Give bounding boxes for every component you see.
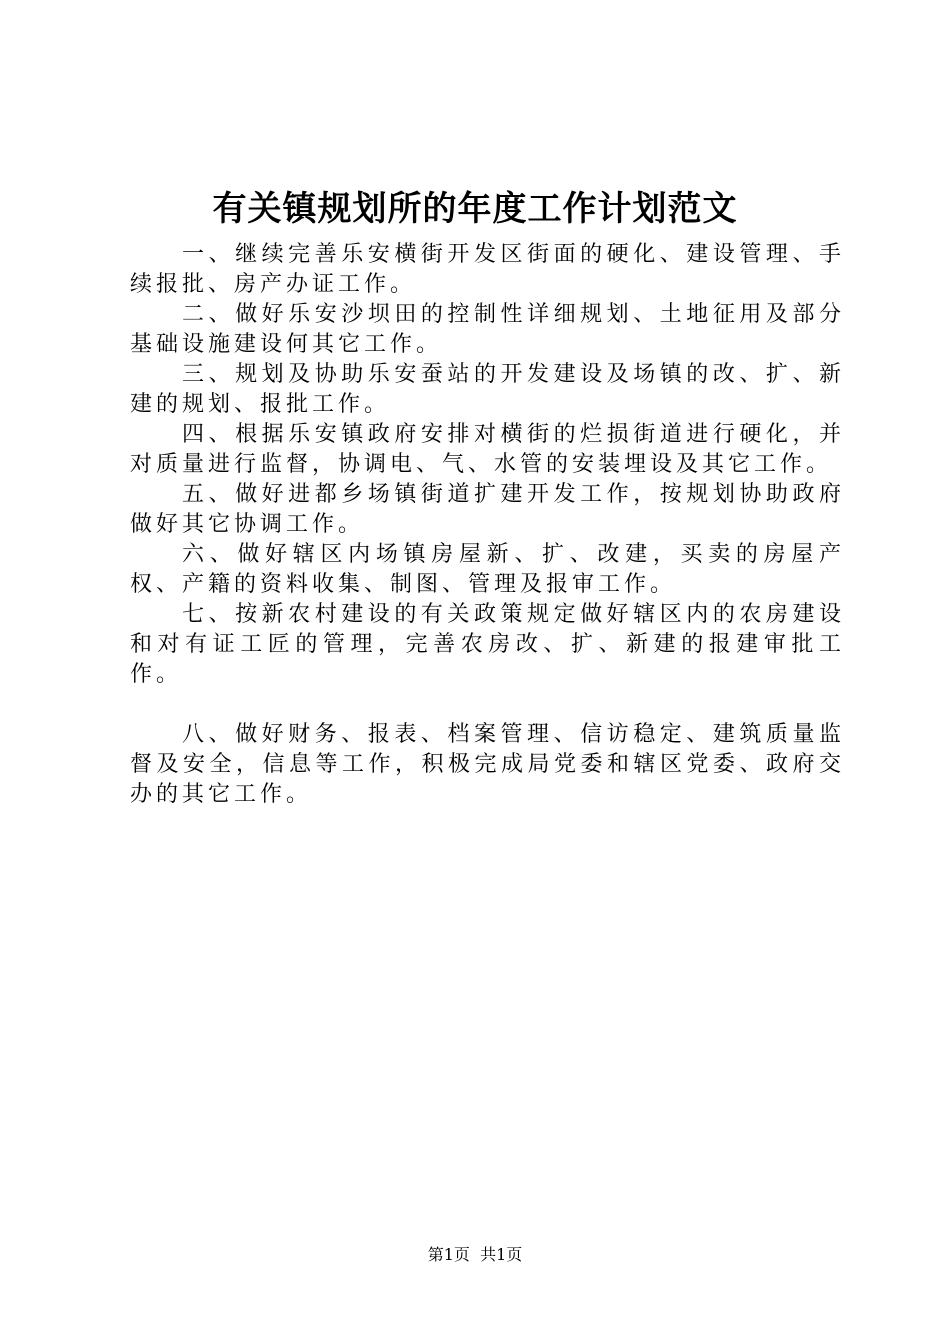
paragraph-7: 七、按新农村建设的有关政策规定做好辖区内的农房建设和对有证工匠的管理，完善农房改、扩、新建的报建审批工作。 <box>130 602 845 687</box>
document-body <box>130 240 845 810</box>
paragraph-8: 八、做好财务、报表、档案管理、信访稳定、建筑质量监督及安全，信息等工作，积极完成局党委和辖区党委、政府交办的其它工作。 <box>130 722 845 807</box>
page-total: 共1页 <box>480 1245 523 1264</box>
paragraph-6: 六、做好辖区内场镇房屋新、扩、改建，买卖的房屋产权、产籍的资料收集、制图、管理及报审工作。 <box>130 542 845 597</box>
page-footer <box>0 1244 950 1266</box>
document-title: 有关镇规划所的年度工作计划范文 <box>212 189 738 229</box>
paragraph-5: 五、做好进都乡场镇街道扩建开发工作，按规划协助政府做好其它协调工作。 <box>130 482 845 537</box>
paragraph-4: 四、根据乐安镇政府安排对横街的烂损街道进行硬化，并对质量进行监督，协调电、气、水管的安装埋设及其它工作。 <box>130 422 845 477</box>
paragraph-1: 一、继续完善乐安横街开发区街面的硬化、建设管理、手续报批、房产办证工作。 <box>130 242 845 297</box>
page-number: 第1页 <box>427 1245 470 1264</box>
paragraph-3: 三、规划及协助乐安蚕站的开发建设及场镇的改、扩、新建的规划、报批工作。 <box>130 362 845 417</box>
paragraph-2: 二、做好乐安沙坝田的控制性详细规划、土地征用及部分基础设施建设何其它工作。 <box>130 302 845 357</box>
